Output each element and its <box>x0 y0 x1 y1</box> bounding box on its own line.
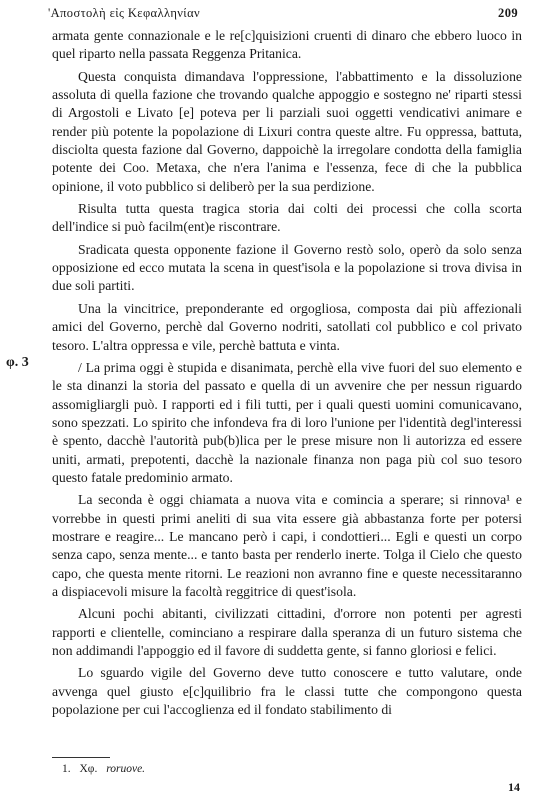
footnote-number: 1. <box>62 763 71 775</box>
paragraph: Questa conquista dimandava l'oppressione, l'abbattimento e la dissoluzione assoluta di quella fazione che trovando qualche appoggio e sostegno ne' riparti stessi di Argostoli e Livato [e] poteva per li parziali suoi oggetti vendicativi animare e render più potente la popolazione di Lixuri contra queste altre. Fu oppressa, battuta, disciolta questa fazione dal Governo, dappoichè la irregolare condotta della famiglia potente dei Coo. Metaxa, che n'era l'anima e l'essenza, fece di che la pubblica opinione, il voto pubblico si deliberò per la sua perdizione. <box>52 68 522 194</box>
paragraph: armata gente connazionale e le re[c]quisizioni cruenti di dinaro che ebbero luoco in quel riparto nella passata Reggenza Pritanica. <box>52 28 522 62</box>
paragraph: / La prima oggi è stupida e disanimata, perchè ella vive fuori del suo elemento e le sta dinanzi la storia del passato e quella di un avvenire che per nessun riguardo assomigliargli può. I rapporti ed i fili tutti, per i quali questi uomini comunicavano, sono spezzati. Lo spirito che infondeva fra di loro l'unione per l'identità degl'interessi è spento, dacchè l'autorità pub(b)lica per le prese misure non li autorizza ed essere uniti, armati, prepotenti, dacchè la nazionale finanza non paga più col suo tesoro questo fatale predominio armato. <box>52 359 522 485</box>
paragraph: Lo sguardo vigile del Governo deve tutto conoscere e tutto valutare, onde avvenga quel giusto e[c]quilibrio fra le classi tutte che compongono questa popolazione per cui l'accoglienza ed il fondato stabilimento di <box>52 665 522 718</box>
paragraph: Una la vincitrice, preponderante ed orgogliosa, composta dai più affezionali amici del Governo, perchè dal Governo nodriti, satollati col pubblico e col privato tesoro. L'altra oppressa e vile, perchè battuta e vinta. <box>52 300 522 353</box>
page-number: 209 <box>498 6 518 20</box>
running-head-title: 'Αποστολὴ εἰς Κεφαλληνίαν <box>48 6 201 20</box>
running-head <box>48 6 518 24</box>
footnote-text: roruove. <box>106 763 146 775</box>
signature-mark: 14 <box>508 780 520 794</box>
paragraph: Alcuni pochi abitanti, civilizzati cittadini, d'orrore non potenti per agresti rapporti e clientelle, cominciano a respirare dalla speranza di un futuro sistema che non addimandi l'appoggio ed il favore di suddetta gente, si fanno gloriosi e felici. <box>52 606 522 658</box>
footnote-abbreviation: Χφ. <box>79 763 98 775</box>
footnote-divider <box>52 757 110 758</box>
body-text <box>52 27 522 723</box>
paragraph: La seconda è oggi chiamata a nuova vita e comincia a sperare; si rinnova¹ e vorrebbe in questi primi aneliti di sua vita essere già abbastanza forte per potersi mostrare e reagire... Le mancano però i capi, i condottieri... Egli e questi un corpo senza capo, senza mente... e tanto basta per renderlo inerte. Tolga il Cielo che questo capo, che questa mente ritorni. Le reazioni non avranno fine e queste necessitaranno a dispiacevoli misure la facoltà reggitrice di quest'isola. <box>52 492 522 599</box>
footnote <box>62 763 145 775</box>
margin-folio-note: φ. 3 <box>6 355 29 370</box>
paragraph: Risulta tutta questa tragica storia dai colti dei processi che colla scorta dell'indice si può facilm(ent)e riscontrare. <box>52 201 522 235</box>
paragraph: Sradicata questa opponente fazione il Governo restò solo, operò da solo senza opposizione ed ecco mutata la scena in quest'isola e la popolazione si trova divisa in due soli partiti. <box>52 241 522 294</box>
